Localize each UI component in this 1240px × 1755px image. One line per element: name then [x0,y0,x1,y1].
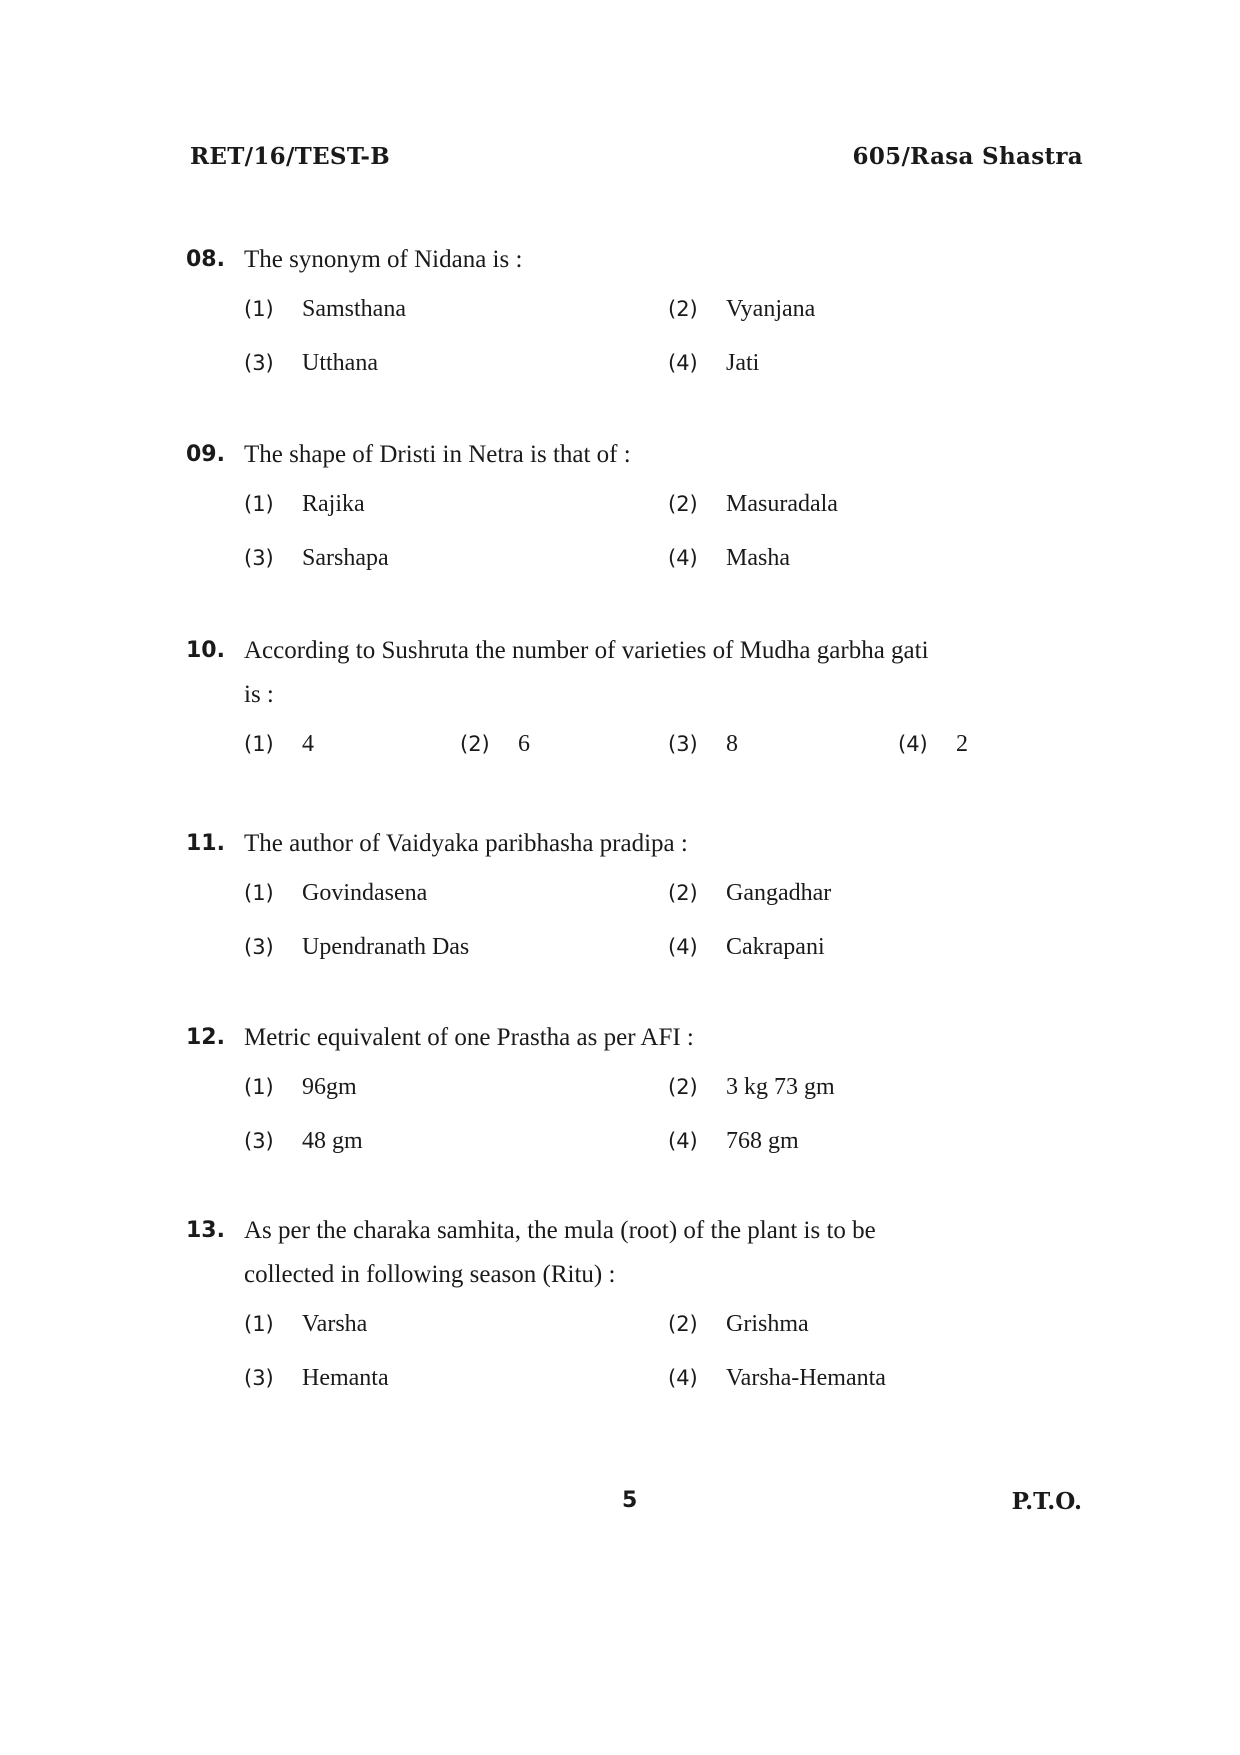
question-number: 08. [186,247,225,272]
option-4: (4) Jati [668,350,760,376]
options [186,1305,1086,1415]
option-2: (2) 6 [460,731,530,757]
question-number: 10. [186,638,225,663]
option-4: (4) Cakrapani [668,934,825,960]
question-number: 12. [186,1025,225,1050]
option-1: (1) Rajika [244,491,365,517]
options [186,725,1086,785]
question-text-cont: is : [244,681,274,708]
option-3: (3) Sarshapa [244,545,389,571]
question-09 [186,433,1086,595]
options [186,485,1086,595]
question-11 [186,822,1086,984]
option-2: (2) 3 kg 73 gm [668,1074,835,1100]
option-3: (3) Utthana [244,350,378,376]
question-08 [186,238,1086,400]
question-number: 11. [186,831,225,856]
pto-label: P.T.O. [1011,1488,1082,1515]
question-text: According to Sushruta the number of varieties of Mudha garbha gati [244,637,929,664]
question-12 [186,1016,1086,1178]
question-13 [186,1209,1086,1415]
option-1: (1) Varsha [244,1311,368,1337]
question-text: The author of Vaidyaka paribhasha pradipa : [244,830,688,857]
question-text: Metric equivalent of one Prastha as per AFI : [244,1024,694,1051]
option-1: (1) Samsthana [244,296,406,322]
option-2: (2) Gangadhar [668,880,832,906]
page-number: 5 [622,1488,638,1513]
options [186,874,1086,984]
option-4: (4) 2 [898,731,968,757]
option-2: (2) Masuradala [668,491,838,517]
option-3: (3) Upendranath Das [244,934,470,960]
option-3: (3) Hemanta [244,1365,389,1391]
question-text: The synonym of Nidana is : [244,246,523,273]
question-text: The shape of Dristi in Netra is that of : [244,441,631,468]
option-4: (4) 768 gm [668,1128,799,1154]
header-subject: 605/Rasa Shastra [852,143,1083,170]
question-10 [186,629,1086,785]
option-2: (2) Vyanjana [668,296,816,322]
option-2: (2) Grishma [668,1311,809,1337]
options [186,290,1086,400]
options [186,1068,1086,1178]
header-code: RET/16/TEST-B [190,143,391,170]
option-1: (1) 96gm [244,1074,357,1100]
option-3: (3) 48 gm [244,1128,363,1154]
question-text: As per the charaka samhita, the mula (root) of the plant is to be [244,1217,876,1244]
question-number: 13. [186,1218,225,1243]
option-3: (3) 8 [668,731,738,757]
option-4: (4) Masha [668,545,790,571]
question-number: 09. [186,442,225,467]
option-1: (1) Govindasena [244,880,428,906]
question-text-cont: collected in following season (Ritu) : [244,1261,616,1288]
option-1: (1) 4 [244,731,314,757]
option-4: (4) Varsha-Hemanta [668,1365,886,1391]
